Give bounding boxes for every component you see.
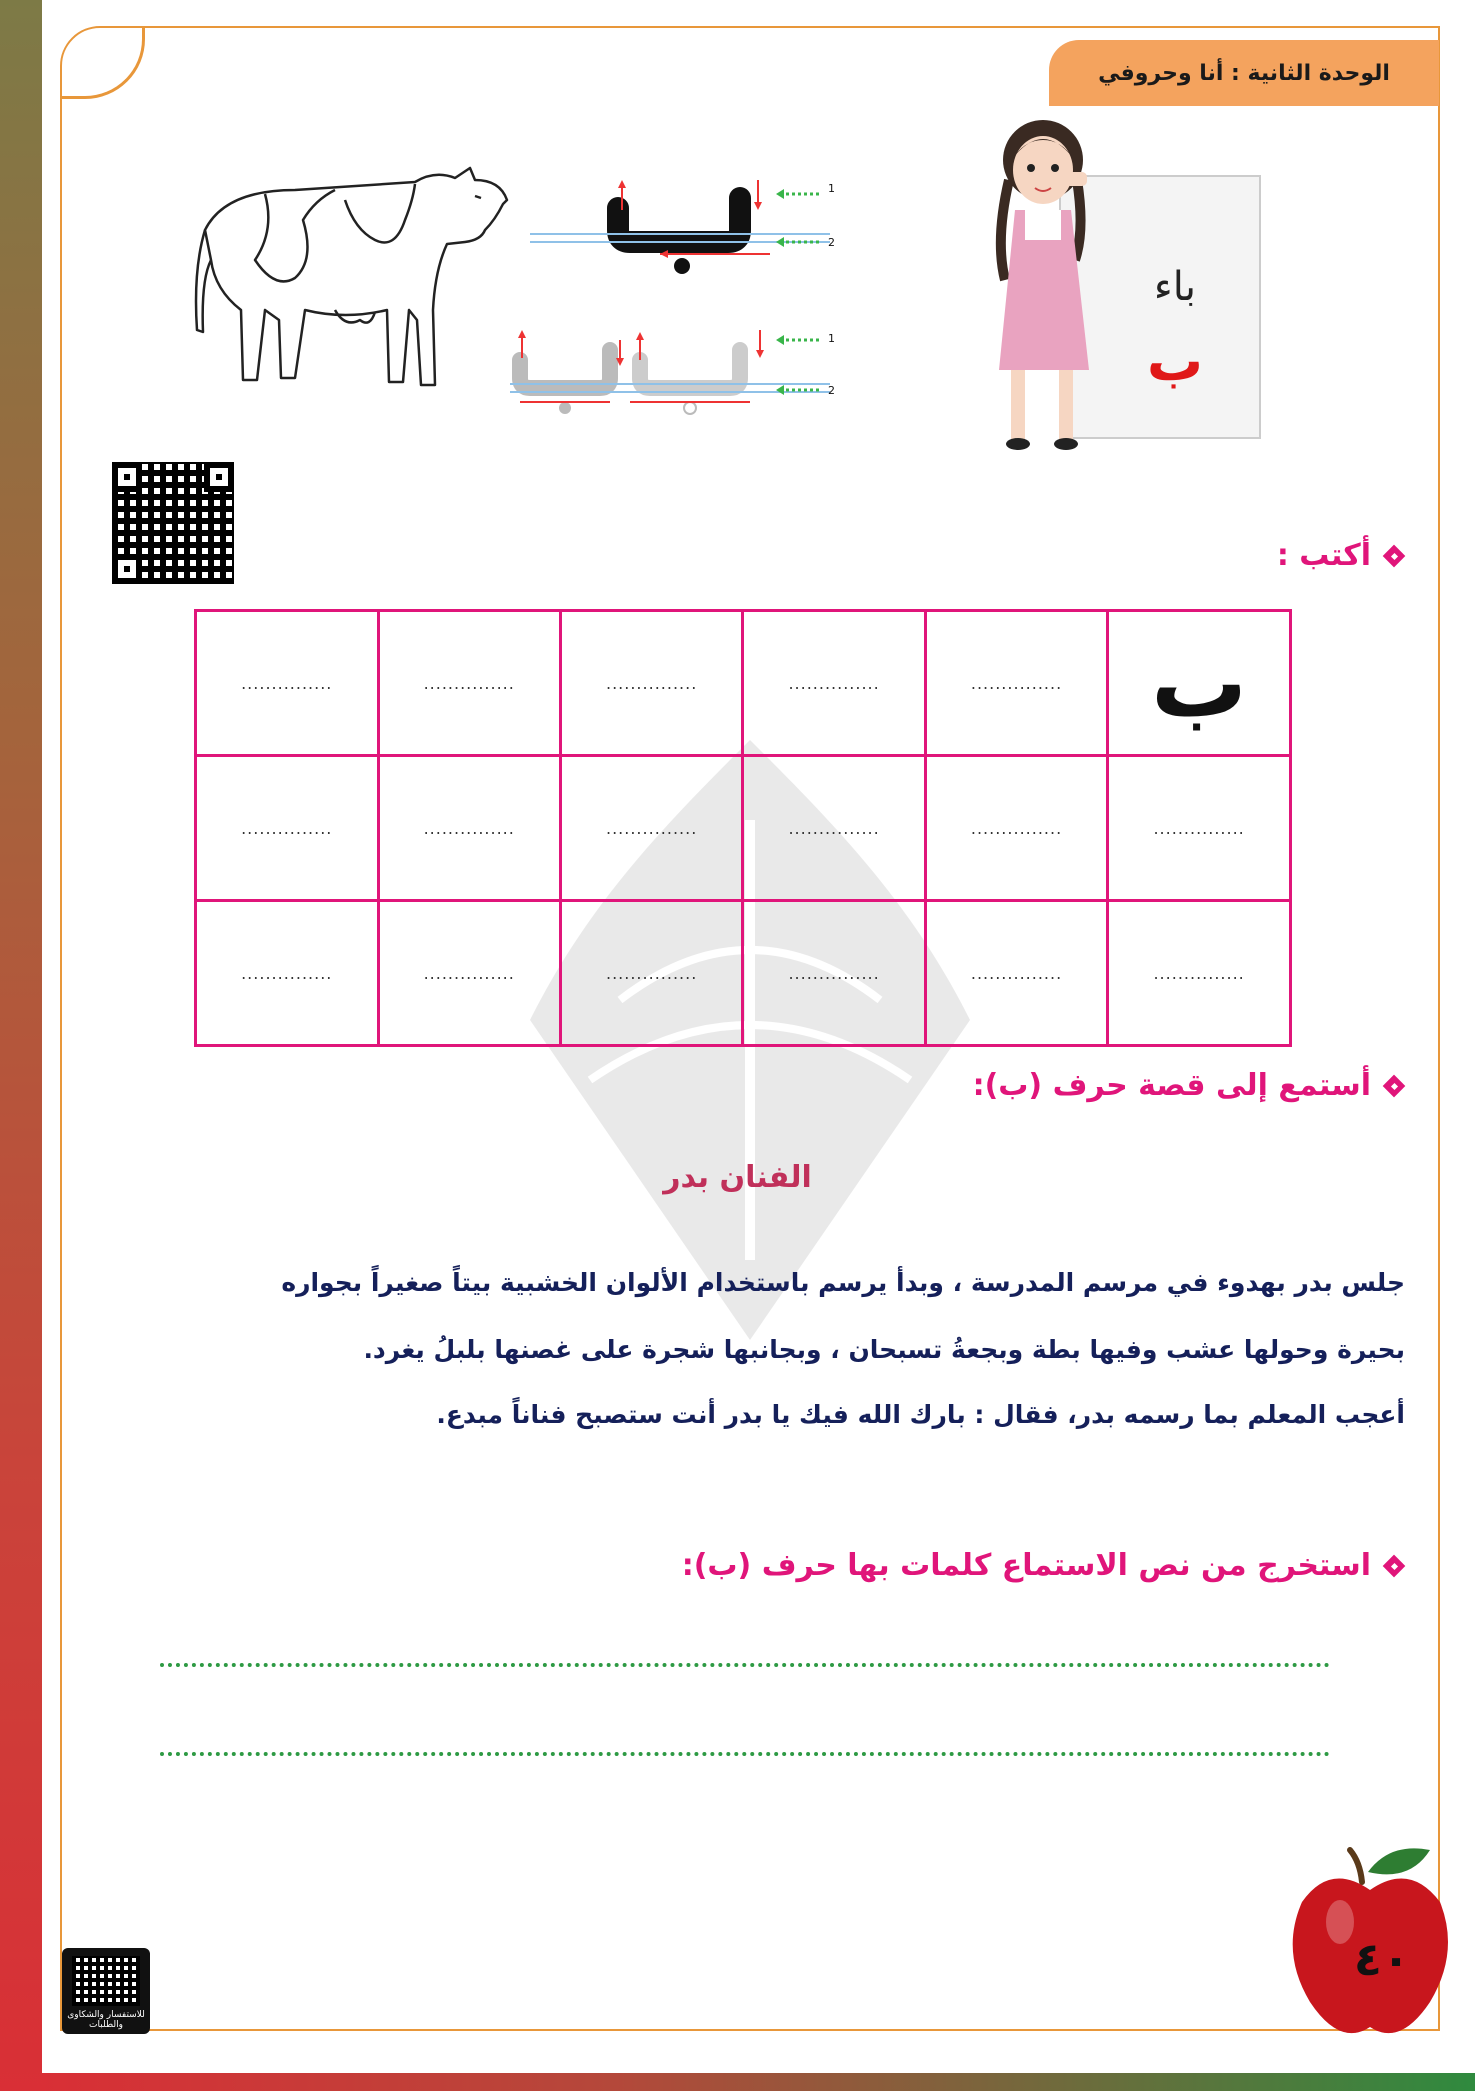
grid-cell[interactable]: ............... [743, 611, 925, 756]
story-title: الفنان بدر [663, 1160, 812, 1195]
small-qr-code-icon [72, 1956, 140, 2006]
traced-letter-icon [618, 198, 740, 274]
unit-title-tab [1049, 40, 1439, 106]
contact-qr-badge[interactable] [62, 1948, 150, 2034]
unit-title: الوحدة الثانية : أنا وحروفي [1098, 60, 1390, 86]
story-line: بحيرة وحولها عشب وفيها بطة وبجعةُ تسبحان ، وبجانبها شجرة على غصنها بلبلُ يغرد. [363, 1335, 1405, 1364]
diamond-bullet-icon [1383, 545, 1405, 567]
story-line: أعجب المعلم بما رسمه بدر، فقال : بارك الله فيك يا بدر أنت ستصبح فناناً مبدع. [436, 1400, 1405, 1429]
svg-text:1: 1 [828, 182, 835, 195]
grid-cell[interactable]: ............... [925, 611, 1107, 756]
svg-text:2: 2 [828, 384, 835, 397]
grid-cell[interactable]: ............... [560, 756, 742, 901]
grid-cell[interactable]: ............... [196, 611, 379, 756]
grid-cell[interactable]: ............... [743, 901, 925, 1046]
grid-cell[interactable]: ............... [925, 901, 1107, 1046]
extract-section-heading: استخرج من نص الاستماع كلمات بها حرف (ب): [682, 1548, 1405, 1583]
answer-line[interactable] [160, 1663, 1330, 1667]
grid-cell[interactable]: ............... [1108, 756, 1291, 901]
girl-character-icon [965, 110, 1275, 470]
write-section-heading: أكتب : [1277, 538, 1405, 573]
grid-cell[interactable]: ............... [743, 756, 925, 901]
page-number: ٤٠ [1353, 1932, 1411, 1986]
letter-card-letter: ب [1146, 329, 1204, 394]
writing-practice-grid [194, 609, 1292, 1047]
letter-card-name: باء [1153, 264, 1197, 310]
diamond-bullet-icon [1383, 1075, 1405, 1097]
grid-cell[interactable]: ............... [1108, 901, 1291, 1046]
qr-code-icon[interactable] [112, 462, 234, 584]
cow-illustration-icon [185, 160, 525, 400]
diamond-bullet-icon [1383, 1555, 1405, 1577]
svg-text:1: 1 [828, 332, 835, 345]
story-line: جلس بدر بهدوء في مرسم المدرسة ، وبدأ يرسم باستخدام الألوان الخشبية بيتاً صغيراً بجواره [281, 1268, 1405, 1297]
svg-text:2: 2 [828, 236, 835, 249]
grid-cell[interactable]: ............... [925, 756, 1107, 901]
grid-model-letter: ب [1108, 611, 1291, 756]
qr-caption: للاستفسار والشكاوى والطلبات [67, 2010, 145, 2030]
answer-line[interactable] [160, 1752, 1330, 1756]
letter-tracing-guide [510, 150, 990, 440]
grid-cell[interactable]: ............... [560, 611, 742, 756]
grid-cell[interactable]: ............... [378, 901, 560, 1046]
bottom-color-strip [42, 2073, 1475, 2091]
listen-section-heading: أستمع إلى قصة حرف (ب): [973, 1068, 1405, 1103]
grid-cell[interactable]: ............... [196, 756, 379, 901]
grid-cell[interactable]: ............... [378, 611, 560, 756]
left-color-strip [0, 0, 42, 2091]
grid-cell[interactable]: ............... [378, 756, 560, 901]
grid-cell[interactable]: ............... [560, 901, 742, 1046]
grid-cell[interactable]: ............... [196, 901, 379, 1046]
